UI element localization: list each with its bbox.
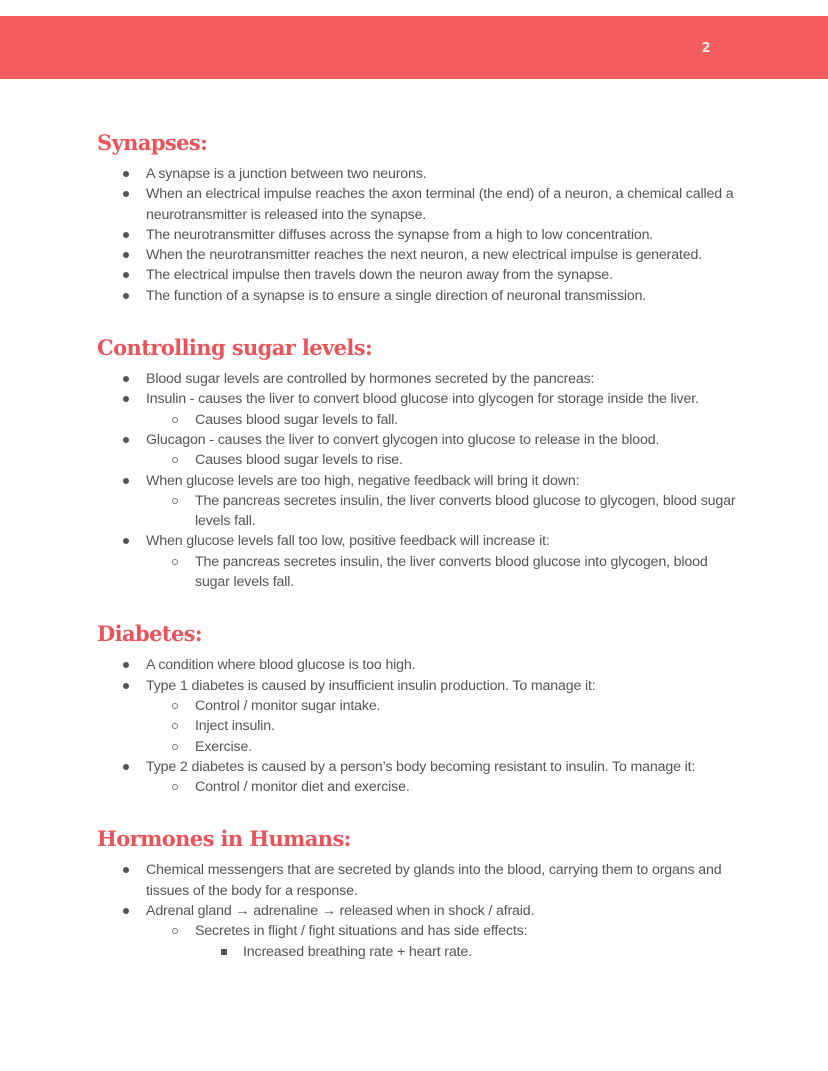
disc-bullet-icon xyxy=(123,191,129,197)
sub-list-item xyxy=(97,450,737,470)
sub-list-item xyxy=(97,491,737,532)
disc-bullet-icon xyxy=(123,867,129,873)
list-item-text: Secretes in flight / fight situations and has side effects: xyxy=(195,923,528,940)
sub-list-item xyxy=(97,716,737,736)
disc-bullet-icon xyxy=(123,272,129,278)
list-item-text: Exercise. xyxy=(195,738,252,755)
sub-list-item xyxy=(97,552,737,593)
bullet-list xyxy=(97,164,737,306)
sub-sub-list-item xyxy=(97,942,737,962)
list-item-text: Control / monitor diet and exercise. xyxy=(195,779,410,796)
list-item-text: Chemical messengers that are secreted by glands into the blood, carrying them to organs and tissues of the body for a response. xyxy=(146,862,722,899)
disc-bullet-icon xyxy=(123,437,129,443)
bullet-list xyxy=(97,369,737,592)
list-item xyxy=(97,676,737,696)
list-item xyxy=(97,901,737,921)
list-item-text: Blood sugar levels are controlled by hormones secreted by the pancreas: xyxy=(146,371,595,388)
list-item-text: Causes blood sugar levels to fall. xyxy=(195,411,399,428)
bullet-list xyxy=(97,860,737,961)
circle-bullet-icon xyxy=(172,498,178,504)
list-item xyxy=(97,164,737,184)
circle-bullet-icon xyxy=(172,784,178,790)
sub-list-item xyxy=(97,737,737,757)
list-item-text: The neurotransmitter diffuses across the synapse from a high to low concentration. xyxy=(146,226,654,243)
section-heading: Synapses: xyxy=(97,130,208,155)
list-item-text: Control / monitor sugar intake. xyxy=(195,697,381,714)
page-number: 2 xyxy=(701,41,711,56)
sub-list-item xyxy=(97,696,737,716)
square-bullet-icon xyxy=(221,949,227,955)
disc-bullet-icon xyxy=(123,252,129,258)
section-controlling-sugar-levels xyxy=(97,332,737,592)
sub-list-item xyxy=(97,921,737,941)
circle-bullet-icon xyxy=(172,457,178,463)
section-synapses xyxy=(97,127,737,306)
list-item-text: The pancreas secretes insulin, the liver converts blood glucose into glycogen, blood sugar levels fall. xyxy=(195,553,708,591)
disc-bullet-icon xyxy=(123,396,129,402)
list-item-text: When glucose levels are too high, negative feedback will bring it down: xyxy=(146,472,580,489)
section-heading: Hormones in Humans: xyxy=(97,826,351,852)
disc-bullet-icon xyxy=(123,662,129,668)
circle-bullet-icon xyxy=(172,559,178,565)
section-heading: Diabetes: xyxy=(97,621,203,647)
list-item-text: Glucagon - causes the liver to convert glycogen into glucose to release in the blood. xyxy=(146,431,660,448)
disc-bullet-icon xyxy=(123,293,129,299)
circle-bullet-icon xyxy=(172,928,178,934)
bullet-list xyxy=(97,655,737,797)
disc-bullet-icon xyxy=(123,478,129,484)
disc-bullet-icon xyxy=(123,538,129,544)
section-hormones-in-humans xyxy=(97,823,737,961)
disc-bullet-icon xyxy=(123,764,129,770)
list-item-text: When glucose levels fall too low, positive feedback will increase it: xyxy=(146,533,550,550)
circle-bullet-icon xyxy=(172,703,178,709)
list-item xyxy=(97,184,737,225)
list-item xyxy=(97,265,737,285)
disc-bullet-icon xyxy=(123,683,129,689)
list-item xyxy=(97,245,737,265)
list-item xyxy=(97,286,737,306)
list-item-text: Type 1 diabetes is caused by insufficient insulin production. To manage it: xyxy=(146,677,596,694)
sub-list-item xyxy=(97,410,737,430)
list-item-text: The electrical impulse then travels down the neuron away from the synapse. xyxy=(146,267,613,284)
list-item-text: A synapse is a junction between two neurons. xyxy=(146,166,427,182)
list-item-text: Inject insulin. xyxy=(195,718,275,735)
list-item xyxy=(97,389,737,409)
sub-list-item xyxy=(97,777,737,797)
disc-bullet-icon xyxy=(123,232,129,238)
list-item-text: When an electrical impulse reaches the axon terminal (the end) of a neuron, a chemical called a neurotransmitter is released into the synapse. xyxy=(146,186,734,223)
list-item-text: Insulin - causes the liver to convert blood glucose into glycogen for storage inside the liver. xyxy=(146,391,699,408)
section-diabetes xyxy=(97,618,737,797)
disc-bullet-icon xyxy=(123,376,129,382)
disc-bullet-icon xyxy=(123,171,129,177)
section-heading: Controlling sugar levels: xyxy=(97,335,373,361)
list-item xyxy=(97,655,737,675)
list-item-text: Type 2 diabetes is caused by a person’s body becoming resistant to insulin. To manage it: xyxy=(146,758,696,775)
circle-bullet-icon xyxy=(172,417,178,423)
list-item-text: Causes blood sugar levels to rise. xyxy=(195,452,403,469)
list-item-text: The pancreas secretes insulin, the liver converts blood glucose to glycogen, blood sugar levels fall. xyxy=(195,492,736,530)
list-item xyxy=(97,531,737,551)
list-item xyxy=(97,225,737,245)
document-body xyxy=(97,127,737,962)
circle-bullet-icon xyxy=(172,744,178,750)
list-item-text: When the neurotransmitter reaches the next neuron, a new electrical impulse is generated. xyxy=(146,247,703,264)
list-item xyxy=(97,757,737,777)
disc-bullet-icon xyxy=(123,908,129,914)
list-item xyxy=(97,430,737,450)
list-item xyxy=(97,471,737,491)
list-item xyxy=(97,369,737,389)
circle-bullet-icon xyxy=(172,723,178,729)
list-item-text: Increased breathing rate + heart rate. xyxy=(243,943,472,960)
list-item-text: A condition where blood glucose is too high. xyxy=(146,657,416,674)
list-item xyxy=(97,860,737,901)
list-item-text: Adrenal gland → adrenaline → released when in shock / afraid. xyxy=(146,903,535,920)
list-item-text: The function of a synapse is to ensure a single direction of neuronal transmission. xyxy=(146,287,647,304)
